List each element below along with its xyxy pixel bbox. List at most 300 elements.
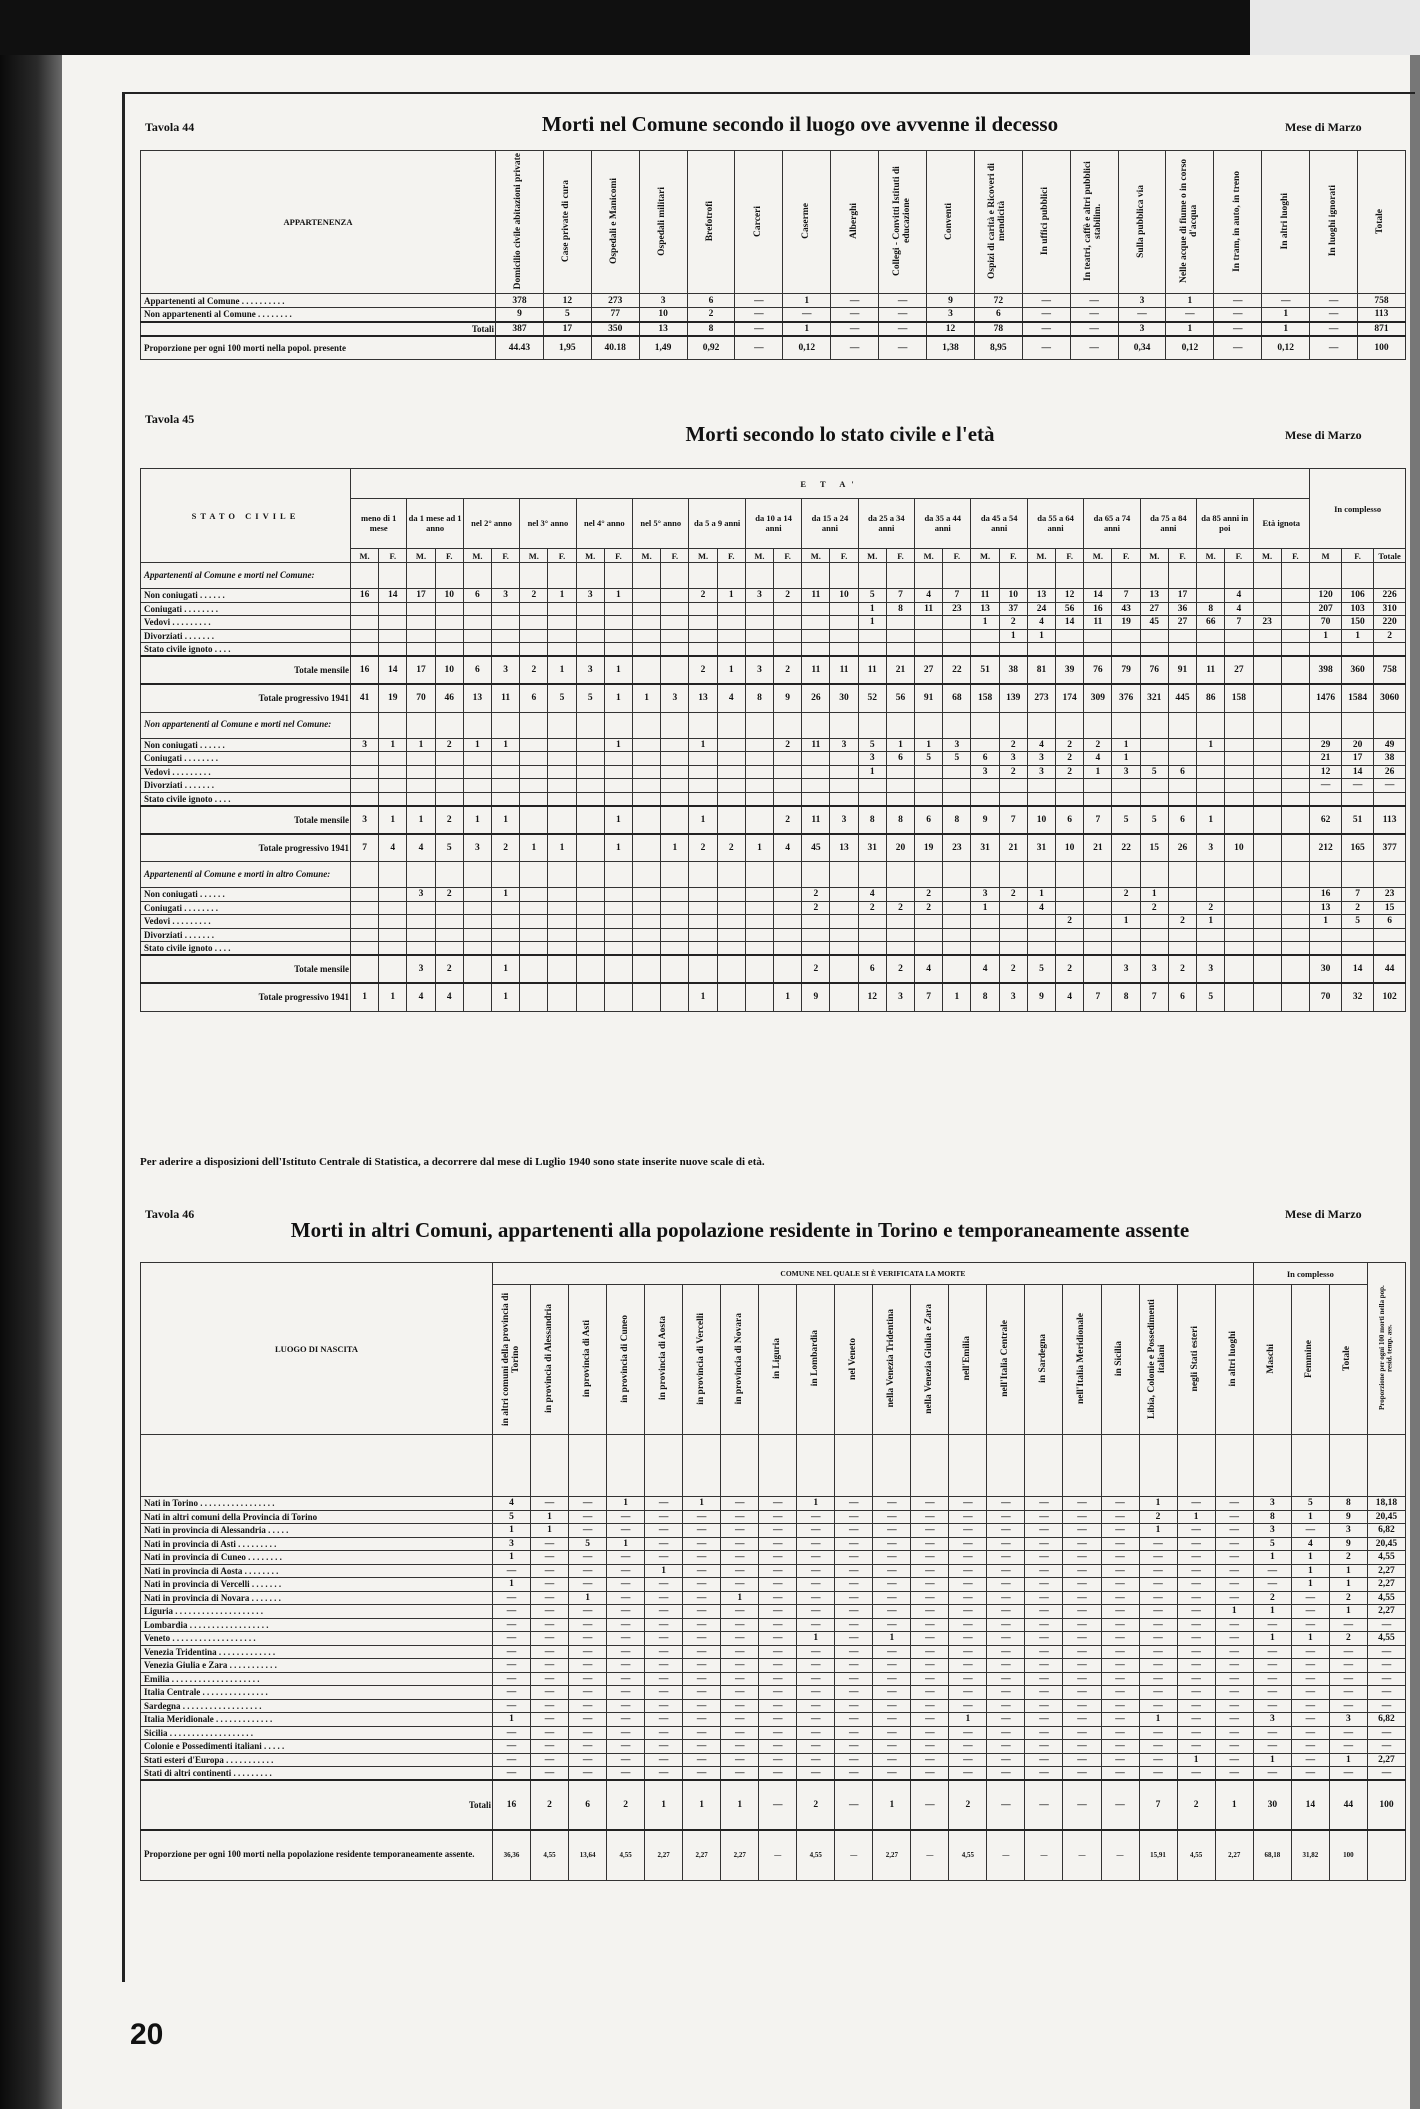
t45-cell-empty bbox=[604, 901, 632, 915]
t45-cell-empty bbox=[604, 765, 632, 779]
t45-cell-empty bbox=[830, 915, 858, 929]
t45-cell: 3 bbox=[858, 752, 886, 766]
t46-cell: — bbox=[1101, 1591, 1139, 1605]
t46-cell: 1 bbox=[683, 1497, 721, 1511]
t45-age-header: da 55 a 64 anni bbox=[1027, 499, 1083, 549]
t45-cell: 1 bbox=[1112, 915, 1140, 929]
t45-cell-empty bbox=[435, 563, 463, 589]
t44-col-header bbox=[879, 151, 927, 294]
t45-cell: 4 bbox=[1027, 901, 1055, 915]
t45-cell-empty bbox=[717, 779, 745, 793]
t45-cell-empty bbox=[576, 806, 604, 834]
t45-cell-empty bbox=[492, 928, 520, 942]
t45-cell-empty bbox=[830, 792, 858, 806]
t45-total-cell: 14 bbox=[1342, 955, 1374, 983]
t46-cell: — bbox=[949, 1605, 987, 1619]
t46-cell: 9 bbox=[1329, 1510, 1367, 1524]
t46-cell: — bbox=[1139, 1578, 1177, 1592]
t45-total-cell: 13 bbox=[1310, 901, 1342, 915]
t44-col-header bbox=[496, 151, 544, 294]
t46-cell: — bbox=[1025, 1537, 1063, 1551]
t46-cell: — bbox=[531, 1753, 569, 1767]
t45-cell-empty bbox=[1140, 738, 1168, 752]
t46-cell: 3 bbox=[1329, 1524, 1367, 1538]
t46-col-header-text: nell'Italia Meridionale bbox=[1076, 1312, 1086, 1405]
t45-cell: 2 bbox=[1056, 738, 1084, 752]
t46-cell: — bbox=[1063, 1632, 1101, 1646]
t46-cell: — bbox=[1329, 1659, 1367, 1673]
t45-cell-empty bbox=[802, 643, 830, 657]
t45-cell: 27 bbox=[1168, 616, 1196, 630]
t46-cell: — bbox=[607, 1713, 645, 1727]
t45-cell-empty bbox=[1056, 643, 1084, 657]
t46-cell: — bbox=[873, 1645, 911, 1659]
t45-cell-empty bbox=[915, 629, 943, 643]
t44-cell: — bbox=[879, 294, 927, 308]
t45-cell-empty bbox=[830, 928, 858, 942]
t45-cell: 2 bbox=[520, 589, 548, 603]
t45-cell: 3 bbox=[943, 738, 971, 752]
t45-cell-empty bbox=[576, 792, 604, 806]
t45-total-empty bbox=[1374, 563, 1406, 589]
t45-cell-empty bbox=[407, 928, 435, 942]
t45-table bbox=[140, 468, 1406, 1012]
t46-cell: — bbox=[1291, 1672, 1329, 1686]
t46-cell: — bbox=[797, 1578, 835, 1592]
t45-cell-empty bbox=[1168, 752, 1196, 766]
t45-row bbox=[141, 643, 1406, 657]
t45-total-cell: 7 bbox=[1342, 888, 1374, 902]
t45-cell-empty bbox=[576, 563, 604, 589]
t46-cell: — bbox=[759, 1767, 797, 1781]
t45-cell: 3 bbox=[576, 656, 604, 684]
t46-cell: — bbox=[493, 1659, 531, 1673]
t45-cell: 1 bbox=[463, 806, 491, 834]
t45-cell-empty bbox=[576, 901, 604, 915]
t46-cell: — bbox=[645, 1605, 683, 1619]
t45-cell-empty bbox=[351, 765, 379, 779]
t45-cell-empty bbox=[351, 915, 379, 929]
t45-cell: 91 bbox=[915, 684, 943, 712]
t45-cell-empty bbox=[407, 616, 435, 630]
t45-cell-empty bbox=[548, 928, 576, 942]
t46-cell: — bbox=[873, 1713, 911, 1727]
t45-cell-empty bbox=[351, 928, 379, 942]
t45-cell-empty bbox=[548, 915, 576, 929]
t46-col-header bbox=[1025, 1285, 1063, 1435]
t45-total-cell: 220 bbox=[1374, 616, 1406, 630]
t45-cell-empty bbox=[915, 942, 943, 956]
t45-cell-empty bbox=[689, 563, 717, 589]
t45-cell-empty bbox=[689, 779, 717, 793]
t45-cell: 2 bbox=[915, 888, 943, 902]
t45-cell-empty bbox=[745, 616, 773, 630]
t44-cell: 9 bbox=[927, 294, 975, 308]
t46-cell: — bbox=[607, 1632, 645, 1646]
t46-col-header-text: Libia, Colonie e Possedimenti italiani bbox=[1147, 1298, 1168, 1419]
t45-cell-empty bbox=[1027, 942, 1055, 956]
t46-cell: — bbox=[835, 1497, 873, 1511]
t44-cell: 8 bbox=[687, 322, 735, 336]
t45-cell-empty bbox=[1056, 888, 1084, 902]
t46-cell: — bbox=[1139, 1740, 1177, 1754]
t45-cell: 56 bbox=[1056, 602, 1084, 616]
t46-cell: — bbox=[1139, 1767, 1177, 1781]
t45-cell: 158 bbox=[971, 684, 999, 712]
t46-cell: — bbox=[493, 1605, 531, 1619]
t46-cell: — bbox=[493, 1726, 531, 1740]
t45-cell: 6 bbox=[858, 955, 886, 983]
t46-cell: 1 bbox=[1139, 1497, 1177, 1511]
t46-cell: — bbox=[531, 1537, 569, 1551]
t45-total-empty bbox=[1310, 712, 1342, 738]
t45-cell-empty bbox=[717, 752, 745, 766]
t45-cell-empty bbox=[1225, 563, 1253, 589]
t46-cell: — bbox=[683, 1551, 721, 1565]
t46-cell: — bbox=[1253, 1578, 1291, 1592]
t46-cell: — bbox=[607, 1659, 645, 1673]
t45-cell-empty bbox=[351, 629, 379, 643]
t45-cell-empty bbox=[576, 752, 604, 766]
t46-cell: — bbox=[1291, 1726, 1329, 1740]
t44-cell: — bbox=[1214, 308, 1262, 322]
t44-row-label: Totali bbox=[141, 322, 496, 336]
t46-cell: — bbox=[759, 1713, 797, 1727]
t46-cell: — bbox=[1329, 1618, 1367, 1632]
t46-row-label: Nati in altri comuni della Provincia di Torino bbox=[141, 1510, 493, 1524]
t44-cell: — bbox=[1310, 336, 1358, 360]
t45-cell-empty bbox=[576, 915, 604, 929]
t46-cell: — bbox=[531, 1551, 569, 1565]
t46-cell: — bbox=[1101, 1510, 1139, 1524]
t46-cell: — bbox=[797, 1699, 835, 1713]
t45-cell-empty bbox=[1140, 792, 1168, 806]
t45-cell-empty bbox=[886, 888, 914, 902]
t45-cell: 3 bbox=[830, 738, 858, 752]
t45-cell-empty bbox=[379, 712, 407, 738]
t45-cell: 1 bbox=[407, 738, 435, 752]
t45-cell-empty bbox=[745, 738, 773, 752]
t46-cell: — bbox=[1215, 1591, 1253, 1605]
t45-cell: 3 bbox=[576, 589, 604, 603]
t46-cell: — bbox=[569, 1551, 607, 1565]
t45-cell: 1 bbox=[492, 806, 520, 834]
t45-cell-empty bbox=[689, 602, 717, 616]
t46-cell: — bbox=[987, 1605, 1025, 1619]
t44-col-header-text: Alberghi bbox=[848, 203, 859, 239]
t44-cell: 78 bbox=[974, 322, 1022, 336]
t45-cell-empty bbox=[774, 712, 802, 738]
t45-age-header: nel 5° anno bbox=[633, 499, 689, 549]
t46-cell: — bbox=[1063, 1740, 1101, 1754]
t46-cell: — bbox=[1329, 1645, 1367, 1659]
t44-col-header-text: Ospedali e Manicomi bbox=[609, 177, 620, 265]
t46-cell: — bbox=[1329, 1672, 1367, 1686]
t45-sex-header-f: F. bbox=[1281, 549, 1309, 563]
t45-cell: 1 bbox=[379, 983, 407, 1011]
t45-cell: 13 bbox=[689, 684, 717, 712]
t46-cell: — bbox=[1177, 1686, 1215, 1700]
t46-cell: — bbox=[1139, 1699, 1177, 1713]
t45-cell-empty bbox=[1140, 928, 1168, 942]
t45-cell-empty bbox=[661, 942, 689, 956]
t46-col-header bbox=[835, 1285, 873, 1435]
t46-cell: — bbox=[493, 1699, 531, 1713]
t46-cell: — bbox=[1291, 1713, 1329, 1727]
t45-cell-empty bbox=[661, 928, 689, 942]
t44-cell: 44.43 bbox=[496, 336, 544, 360]
t45-cell-empty bbox=[1281, 928, 1309, 942]
t45-cell-empty bbox=[915, 616, 943, 630]
t45-cell: 79 bbox=[1112, 656, 1140, 684]
t46-cell: — bbox=[911, 1618, 949, 1632]
t46-cell: — bbox=[1101, 1537, 1139, 1551]
t45-row bbox=[141, 915, 1406, 929]
t45-cell: 16 bbox=[351, 656, 379, 684]
t45-cell: 19 bbox=[915, 834, 943, 862]
t46-cell: 9 bbox=[1329, 1537, 1367, 1551]
t45-cell: 1 bbox=[858, 765, 886, 779]
t45-age-header: da 85 anni in poi bbox=[1197, 499, 1253, 549]
t45-age-header: da 35 a 44 anni bbox=[915, 499, 971, 549]
t45-cell-empty bbox=[1253, 915, 1281, 929]
t46-cell: — bbox=[797, 1740, 835, 1754]
t45-cell: 16 bbox=[351, 589, 379, 603]
t46-cell: — bbox=[797, 1713, 835, 1727]
t45-cell-empty bbox=[1027, 779, 1055, 793]
t45-cell: 14 bbox=[379, 656, 407, 684]
t46-row bbox=[141, 1830, 1406, 1880]
t46-cell: — bbox=[1025, 1591, 1063, 1605]
t45-cell: 8 bbox=[943, 806, 971, 834]
t44-col-header-text: Case private di cura bbox=[561, 179, 572, 263]
t46-cell: — bbox=[911, 1686, 949, 1700]
t46-cell: 1 bbox=[607, 1497, 645, 1511]
t45-age-header: da 10 a 14 anni bbox=[745, 499, 801, 549]
t45-cell-empty bbox=[633, 779, 661, 793]
t45-cell: 2 bbox=[435, 888, 463, 902]
t45-cell: 3 bbox=[463, 834, 491, 862]
t45-cell-empty bbox=[633, 888, 661, 902]
t45-cell: 445 bbox=[1168, 684, 1196, 712]
t46-cell: — bbox=[987, 1830, 1025, 1880]
t45-row bbox=[141, 928, 1406, 942]
t46-col-header bbox=[1253, 1285, 1291, 1435]
t45-cell: 1 bbox=[661, 834, 689, 862]
t45-row bbox=[141, 955, 1406, 983]
t45-cell: 1 bbox=[971, 616, 999, 630]
t45-total-empty bbox=[1374, 643, 1406, 657]
t46-cell: — bbox=[1063, 1713, 1101, 1727]
t45-row bbox=[141, 616, 1406, 630]
t45-cell: 2 bbox=[886, 955, 914, 983]
t45-row bbox=[141, 792, 1406, 806]
t45-cell: 21 bbox=[1084, 834, 1112, 862]
t46-cell: — bbox=[1025, 1551, 1063, 1565]
t45-cell-empty bbox=[1281, 563, 1309, 589]
t45-cell-empty bbox=[886, 629, 914, 643]
t45-cell: 31 bbox=[971, 834, 999, 862]
t45-total-cell: 15 bbox=[1374, 901, 1406, 915]
t45-total-header: M bbox=[1310, 549, 1342, 563]
t46-col-header-text: nella Venezia Tridentina bbox=[885, 1309, 896, 1408]
t45-age-header: nel 4° anno bbox=[576, 499, 632, 549]
t46-cell: — bbox=[1177, 1767, 1215, 1781]
t45-cell: 1 bbox=[379, 806, 407, 834]
t45-cell-empty bbox=[915, 928, 943, 942]
t45-cell-empty bbox=[351, 888, 379, 902]
t45-sex-header-f: F. bbox=[774, 549, 802, 563]
t44-cell: 40.18 bbox=[591, 336, 639, 360]
t45-cell-empty bbox=[407, 862, 435, 888]
t46-cell: 1 bbox=[607, 1537, 645, 1551]
t46-cell: — bbox=[1025, 1713, 1063, 1727]
t45-cell: 139 bbox=[999, 684, 1027, 712]
t44-col-header-text: Caserme bbox=[800, 203, 811, 239]
t45-cell: 4 bbox=[971, 955, 999, 983]
t46-cell: — bbox=[1177, 1551, 1215, 1565]
t45-cell: 4 bbox=[1056, 983, 1084, 1011]
t45-cell: 21 bbox=[886, 656, 914, 684]
t46-cell: 4,55 bbox=[1367, 1591, 1405, 1605]
t45-cell-empty bbox=[1225, 752, 1253, 766]
t46-cell: — bbox=[1063, 1551, 1101, 1565]
t45-cell: 22 bbox=[1112, 834, 1140, 862]
t45-cell-empty bbox=[548, 806, 576, 834]
t46-cell: — bbox=[531, 1497, 569, 1511]
t45-total-cell: 102 bbox=[1374, 983, 1406, 1011]
t46-cell: — bbox=[1063, 1564, 1101, 1578]
t45-total-cell: 106 bbox=[1342, 589, 1374, 603]
t45-cell-empty bbox=[774, 928, 802, 942]
t45-cell-empty bbox=[745, 901, 773, 915]
t46-col-header bbox=[1101, 1285, 1139, 1435]
t45-cell: 10 bbox=[830, 589, 858, 603]
t46-row-label: Veneto . . . . . . . . . . . . . . . . . . . bbox=[141, 1632, 493, 1646]
t45-cell-empty bbox=[1281, 806, 1309, 834]
t45-cell: 7 bbox=[886, 589, 914, 603]
t45-cell-empty bbox=[858, 643, 886, 657]
t44-col-header bbox=[1070, 151, 1118, 294]
t45-row-label: Non coniugati . . . . . . bbox=[141, 589, 351, 603]
t45-cell: 8 bbox=[858, 806, 886, 834]
t46-cell: — bbox=[987, 1753, 1025, 1767]
t45-cell-empty bbox=[463, 563, 491, 589]
t44-cell: — bbox=[1070, 308, 1118, 322]
t46-cell: — bbox=[1215, 1510, 1253, 1524]
t45-cell-empty bbox=[717, 806, 745, 834]
t45-cell-empty bbox=[633, 792, 661, 806]
t45-cell-empty bbox=[1253, 752, 1281, 766]
t45-cell-empty bbox=[915, 792, 943, 806]
t46-cell: — bbox=[569, 1713, 607, 1727]
t45-cell: 11 bbox=[802, 738, 830, 752]
t45-cell-empty bbox=[520, 616, 548, 630]
t46-cell: — bbox=[683, 1726, 721, 1740]
t45-sex-header-f: F. bbox=[999, 549, 1027, 563]
t45-cell-empty bbox=[915, 862, 943, 888]
t45-cell-empty bbox=[1281, 862, 1309, 888]
t46-cell: — bbox=[873, 1537, 911, 1551]
t46-cell: — bbox=[835, 1578, 873, 1592]
t45-cell-empty bbox=[1168, 712, 1196, 738]
t44-col-header bbox=[543, 151, 591, 294]
t46-cell: — bbox=[1215, 1726, 1253, 1740]
t45-cell: 2 bbox=[435, 955, 463, 983]
t46-col-header bbox=[759, 1285, 797, 1435]
t45-cell-empty bbox=[1197, 862, 1225, 888]
t45-cell: 38 bbox=[999, 656, 1027, 684]
t46-cell: — bbox=[911, 1726, 949, 1740]
t46-cell: — bbox=[1177, 1564, 1215, 1578]
t46-cell: — bbox=[1215, 1672, 1253, 1686]
t45-cell: 2 bbox=[1197, 901, 1225, 915]
t45-cell-empty bbox=[774, 629, 802, 643]
t45-cell-empty bbox=[802, 915, 830, 929]
t45-cell-empty bbox=[858, 862, 886, 888]
t45-cell-empty bbox=[492, 752, 520, 766]
t45-cell: 4 bbox=[435, 983, 463, 1011]
t46-row bbox=[141, 1767, 1406, 1781]
t46-cell: — bbox=[1101, 1564, 1139, 1578]
t46-spacer-cell bbox=[759, 1435, 797, 1497]
t46-spacer-cell bbox=[531, 1435, 569, 1497]
t46-cell: — bbox=[797, 1510, 835, 1524]
t45-cell-empty bbox=[379, 643, 407, 657]
t45-cell: 1 bbox=[379, 738, 407, 752]
t44-cell: — bbox=[1022, 336, 1070, 360]
t46-spacer-cell bbox=[1101, 1435, 1139, 1497]
t45-cell-empty bbox=[943, 928, 971, 942]
t46-cell: — bbox=[911, 1713, 949, 1727]
t45-cell-empty bbox=[1056, 629, 1084, 643]
t45-cell-empty bbox=[1225, 765, 1253, 779]
t46-cell: — bbox=[1177, 1497, 1215, 1511]
t46-cell: — bbox=[987, 1578, 1025, 1592]
t46-cell: — bbox=[1367, 1659, 1405, 1673]
t45-cell: 4 bbox=[717, 684, 745, 712]
t45-age-header: da 75 a 84 anni bbox=[1140, 499, 1196, 549]
t45-cell-empty bbox=[520, 901, 548, 915]
t46-cell: — bbox=[759, 1830, 797, 1880]
t45-total-cell: 51 bbox=[1342, 806, 1374, 834]
t46-cell: — bbox=[645, 1591, 683, 1605]
t45-cell: 1 bbox=[604, 738, 632, 752]
t46-cell: — bbox=[911, 1510, 949, 1524]
t46-cell: — bbox=[797, 1537, 835, 1551]
t45-cell-empty bbox=[1281, 888, 1309, 902]
t46-cell: — bbox=[987, 1686, 1025, 1700]
t45-cell-empty bbox=[745, 752, 773, 766]
t45-cell-empty bbox=[1225, 983, 1253, 1011]
t45-cell-empty bbox=[379, 752, 407, 766]
t45-sex-header-m: M. bbox=[1027, 549, 1055, 563]
t45-cell: 11 bbox=[830, 656, 858, 684]
t45-cell: 5 bbox=[1140, 765, 1168, 779]
t45-sex-header-m: M. bbox=[915, 549, 943, 563]
t46-cell: 1 bbox=[797, 1497, 835, 1511]
t46-cell: — bbox=[873, 1767, 911, 1781]
t45-cell: 2 bbox=[1168, 915, 1196, 929]
t45-cell: 1 bbox=[463, 738, 491, 752]
t46-cell: 4,55 bbox=[797, 1830, 835, 1880]
t45-cell: 2 bbox=[802, 888, 830, 902]
t45-label: Tavola 45 bbox=[145, 412, 195, 426]
t45-cell: 2 bbox=[886, 901, 914, 915]
t45-total-cell: 1584 bbox=[1342, 684, 1374, 712]
t46-cell: — bbox=[1215, 1699, 1253, 1713]
t45-cell-empty bbox=[943, 888, 971, 902]
